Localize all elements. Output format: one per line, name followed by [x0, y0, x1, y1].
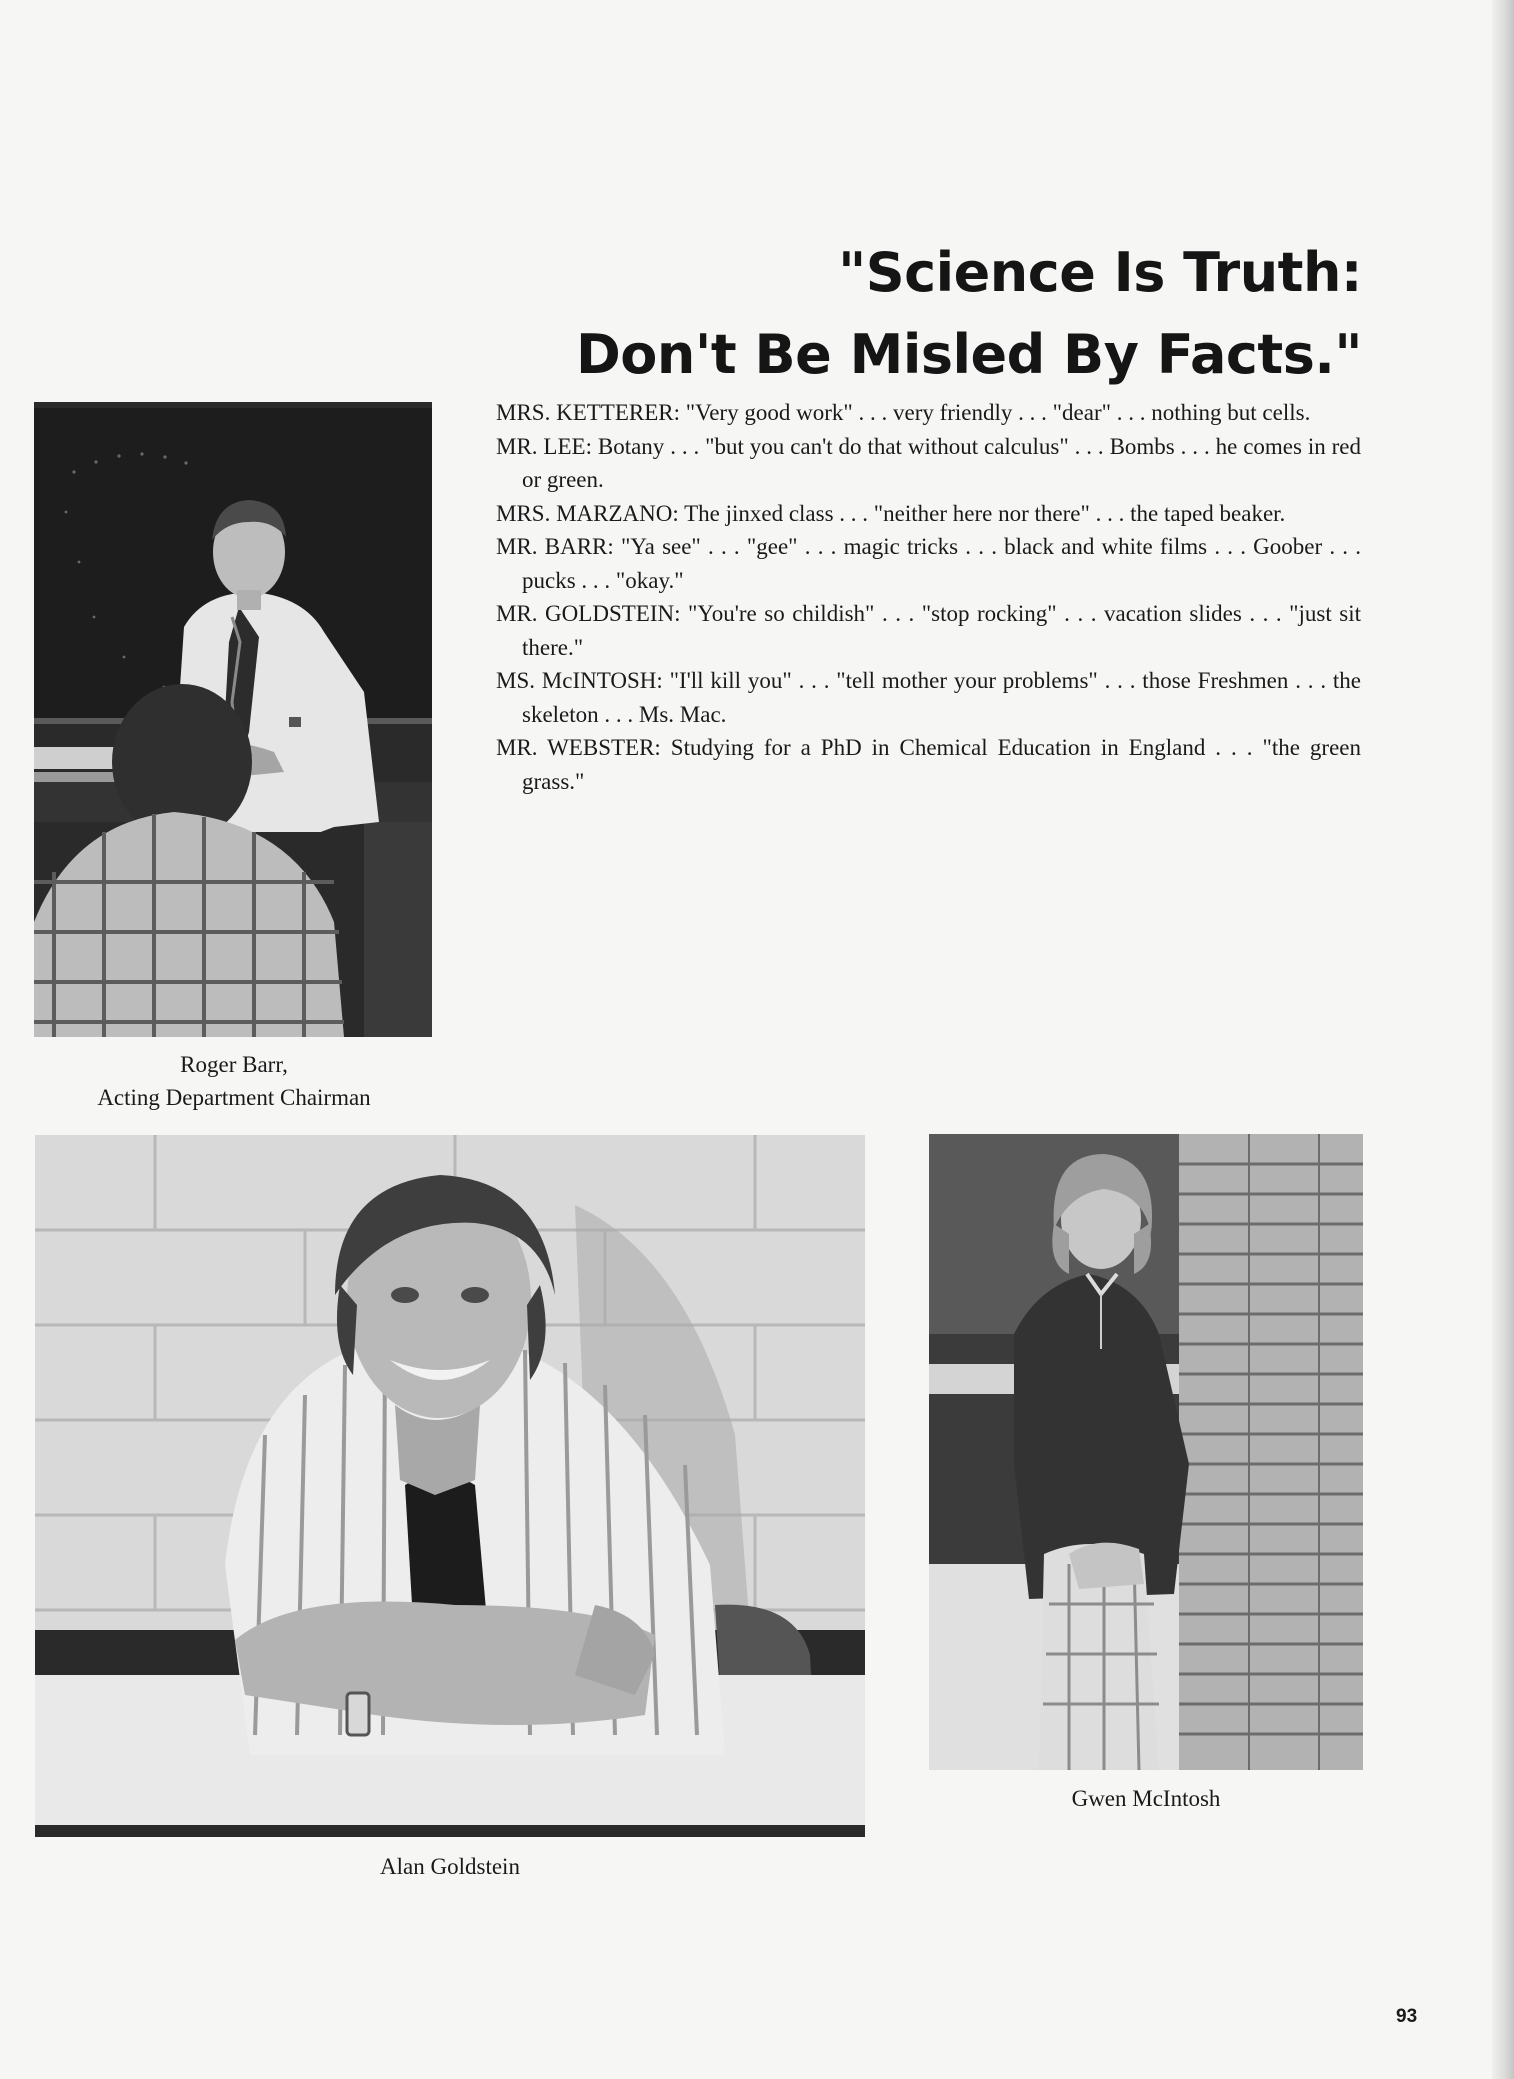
note-lee: MR. LEE: Botany . . . "but you can't do that without calculus" . . . Bombs . . . he comes in red or green. — [496, 433, 1361, 492]
note-mcintosh: MS. McINTOSH: "I'll kill you" . . . "tell mother your problems" . . . those Freshmen . . . the skeleton . . . Ms. Mac. — [496, 668, 1361, 727]
page-headline — [462, 232, 1362, 396]
page-edge-shadow — [1492, 0, 1514, 2079]
note-webster: MR. WEBSTER: Studying for a PhD in Chemical Education in England . . . "the green grass." — [496, 735, 1361, 794]
photo-gwen-mcintosh — [929, 1134, 1363, 1770]
note-goldstein: MR. GOLDSTEIN: "You're so childish" . . . "stop rocking" . . . vacation slides . . . "just sit there." — [496, 601, 1361, 660]
note-ketterer: MRS. KETTERER: "Very good work" . . . very friendly . . . "dear" . . . nothing but cells. — [496, 400, 1311, 425]
caption-barr-name: Roger Barr, — [180, 1052, 288, 1077]
note-marzano: MRS. MARZANO: The jinxed class . . . "neither here nor there" . . . the taped beaker. — [496, 500, 1286, 526]
caption-barr-title: Acting Department Chairman — [97, 1085, 371, 1110]
photo-gwen-mcintosh-image — [929, 1134, 1363, 1770]
caption-gwen-mcintosh: Gwen McIntosh — [1071, 1786, 1221, 1811]
photo-alan-goldstein — [35, 1135, 865, 1837]
page-number: 93 — [1396, 2006, 1418, 2027]
headline-line-2: Don't Be Misled By Facts." — [575, 323, 1362, 386]
photo-alan-goldstein-image — [35, 1135, 865, 1837]
photo-roger-barr — [34, 402, 432, 1037]
caption-alan-goldstein: Alan Goldstein — [380, 1854, 520, 1879]
photo-roger-barr-image — [34, 402, 432, 1037]
headline-line-1: "Science Is Truth: — [838, 241, 1362, 304]
note-barr: MR. BARR: "Ya see" . . . "gee" . . . magic tricks . . . black and white films . . . Goober . . . pucks . . . "okay." — [496, 534, 1361, 593]
caption-roger-barr — [34, 1048, 434, 1114]
faculty-notes — [496, 396, 1361, 798]
